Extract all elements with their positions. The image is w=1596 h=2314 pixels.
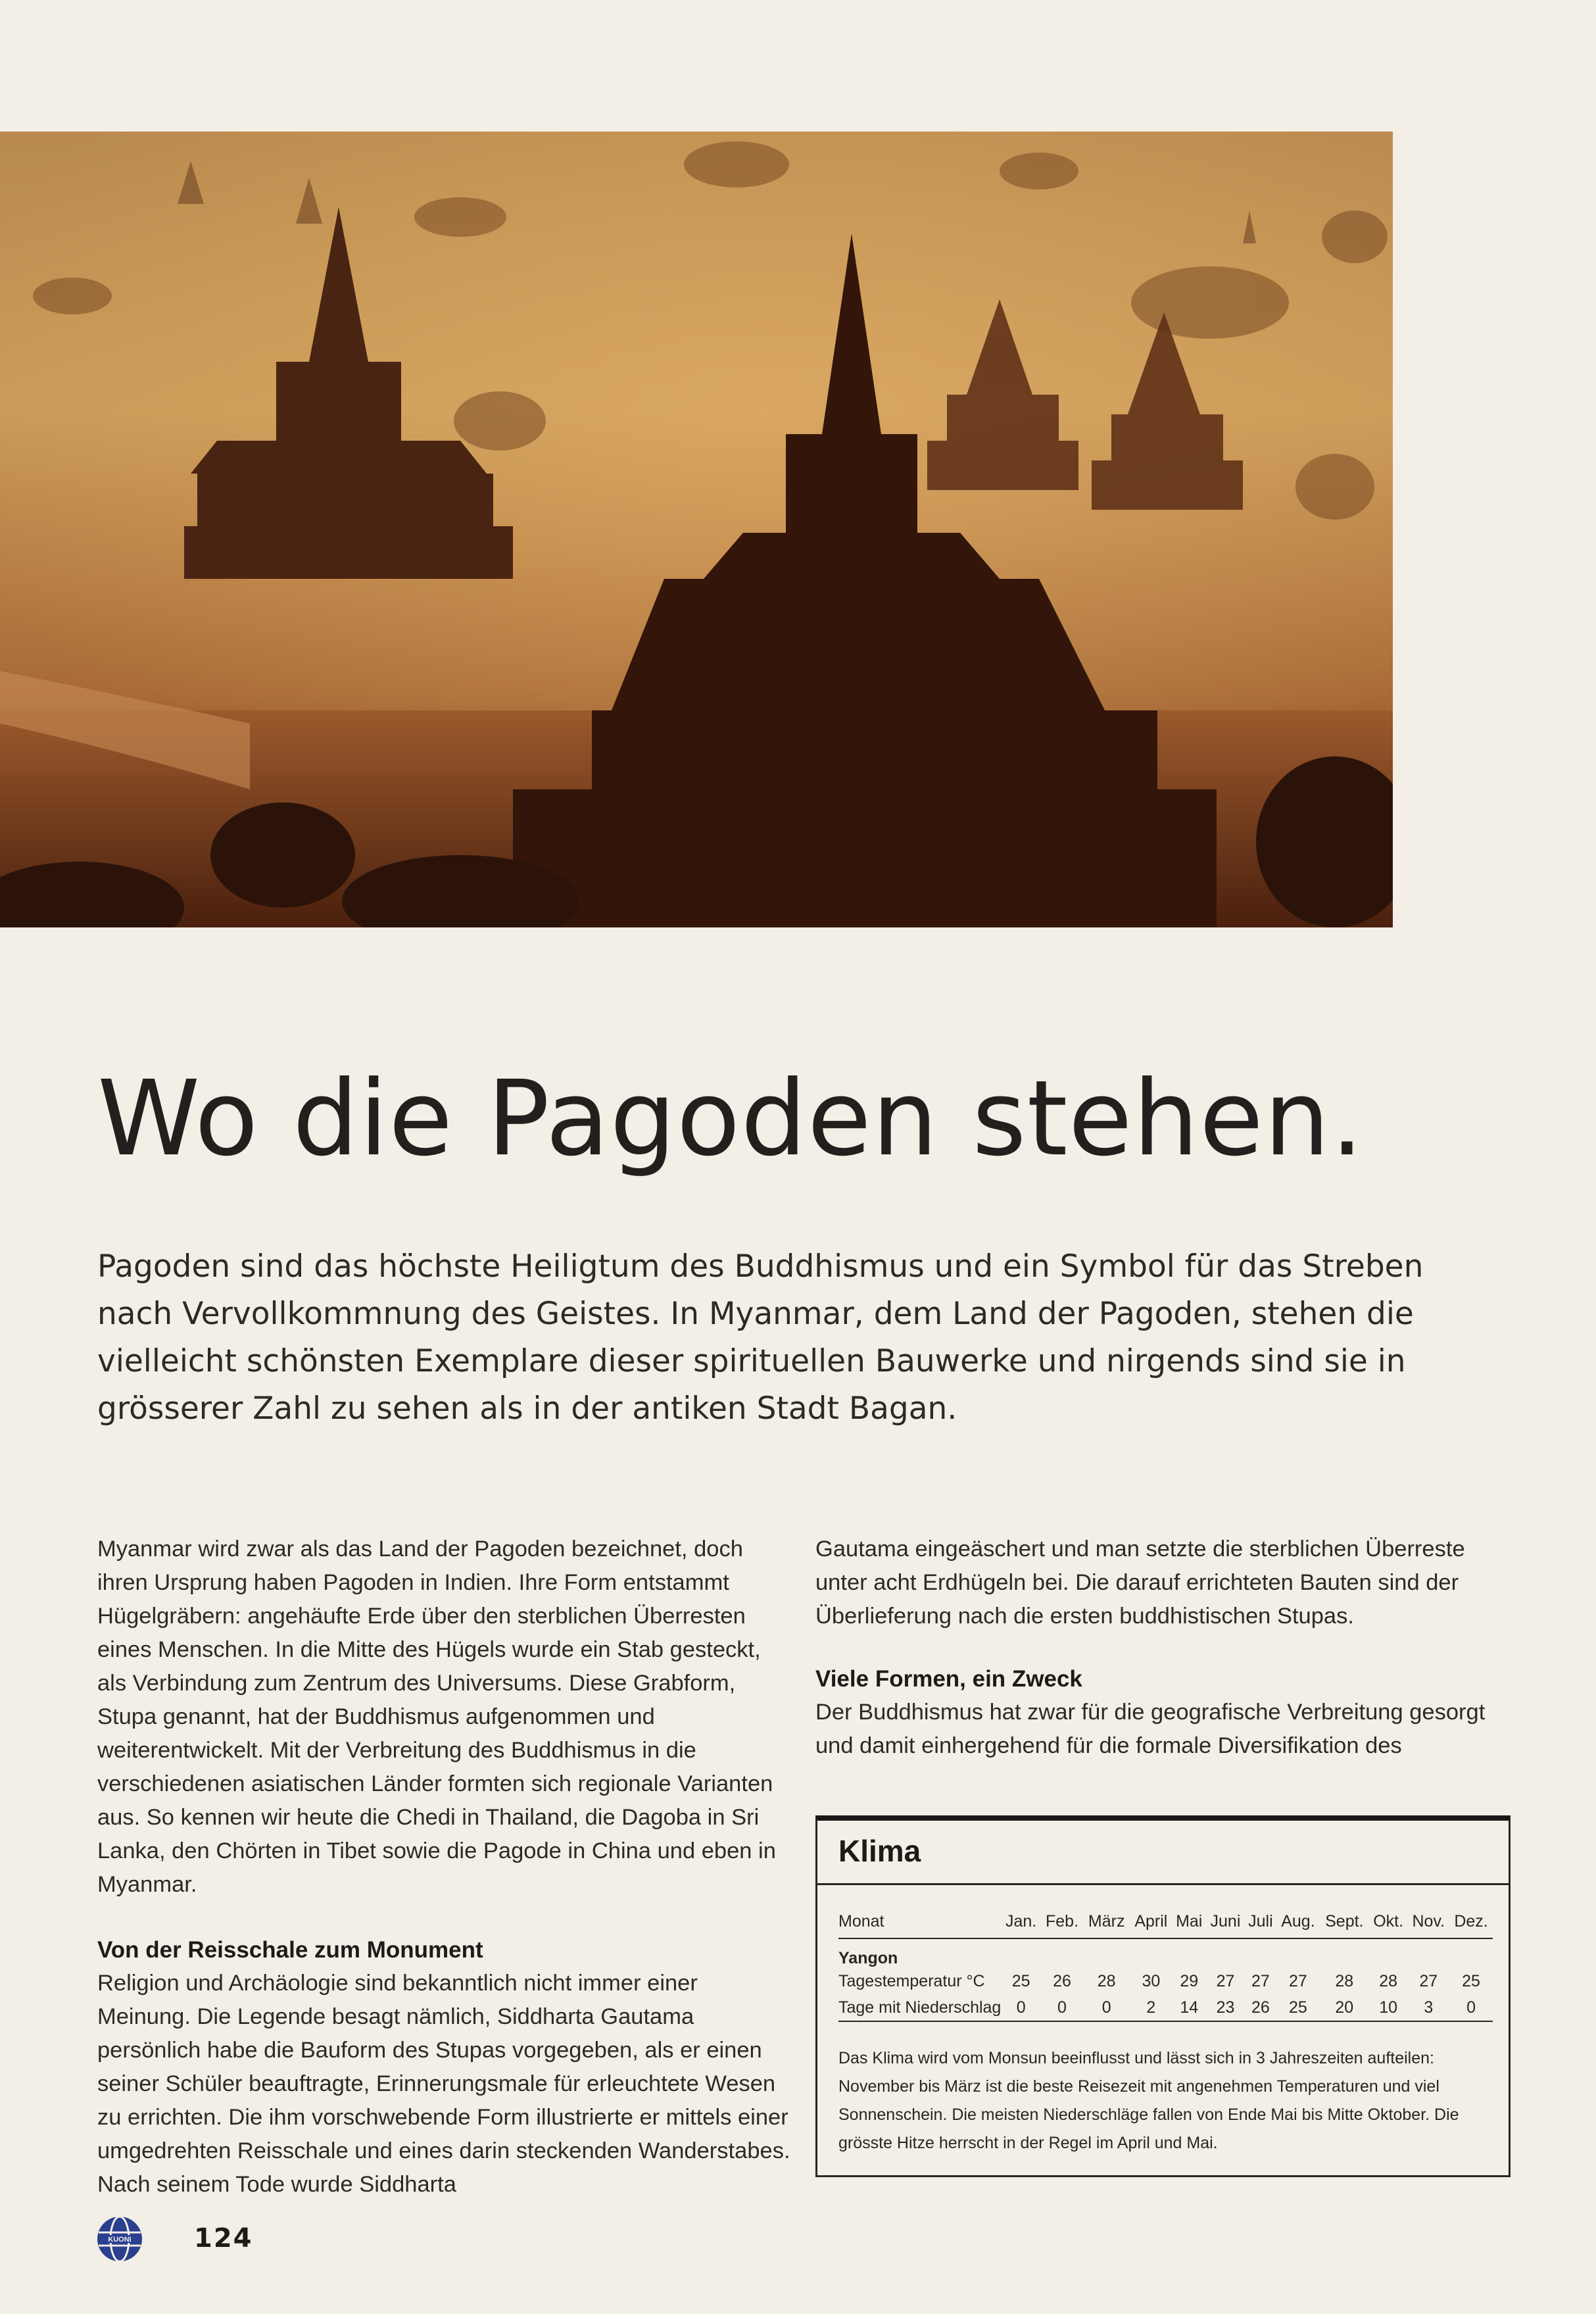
table-cell: 25 [1462,1971,1480,1990]
climate-city-row [838,1938,1493,1968]
month-cell: Feb. [1041,1905,1083,1938]
left-paragraph-2: Religion und Archäologie sind bekanntlich nicht immer einer Meinung. Die Legende besagt nämlich, Siddharta Gautama persönlich habe die Bauform des Stupas vorgegeben, als er einen seiner Schüler beauftragte, Erinnerungsmale für erleuchtete Wesen zu errichten. Die ihm vorschwebende Form illustrierte er mittels einer umgedrehten Reisschale und eines darin steckenden Wanderstabes. Nach seinem Tode wurde Siddharta [97,1971,790,2197]
month-cell: Okt. [1369,1905,1408,1938]
left-subhead: Von der Reisschale zum Monument [97,1937,483,1963]
table-cell: 10 [1369,1994,1408,2021]
article-lead: Pagoden sind das höchste Heiligtum des Buddhismus und ein Symbol für das Streben nach Vervollkommnung des Geistes. In Myanmar, dem Land der Pagoden, stehen die vielleicht schönsten Exemplare dieser spirituellen Bauwerke und nirgends sind sie in grösserer Zahl zu sehen als in der antiken Stadt Bagan. [97,1248,1424,1427]
table-cell: 28 [1379,1971,1398,1990]
table-cell: 0 [1083,1994,1130,2021]
left-paragraph-1: Myanmar wird zwar als das Land der Pagoden bezeichnet, doch ihren Ursprung haben Pagoden in Indien. Ihre Form entstammt Hügelgräbern: angehäufte Erde über den sterblichen Überresten eines Menschen. In die Mitte des Hügels wurde ein Stab gesteckt, als Verbindung zum Zentrum des Universums. Diese Grabform, Stupa genannt, hat der Buddhismus aufgenommen und weiterentwickelt. Mit der Verbreitung des Buddhismus in die verschiedenen asiatischen Länder formten sich regionale Varianten aus. So kennen wir heute die Chedi in Thailand, die Dagoba in Sri Lanka, den Chörten in Tibet sowie die Pagode in China und eben in Myanmar. [97,1537,776,1897]
month-cell: Juni [1206,1905,1245,1938]
table-cell: 2 [1130,1994,1172,2021]
table-cell: 23 [1206,1994,1245,2021]
climate-box [815,1815,1511,2177]
table-cell: 26 [1245,1994,1276,2021]
right-text-column [815,1533,1512,1763]
month-cell: Sept. [1320,1905,1369,1938]
climate-box-title: Klima [817,1821,1509,1885]
climate-city-name: Yangon [838,1949,898,1967]
climate-note: Das Klima wird vom Monsun beeinflusst und lässt sich in 3 Jahreszeiten aufteilen: November bis März ist die beste Reisezeit mit angenehmen Temperaturen und viel Sonnenschein. Die meisten Niederschläge fallen von Ende Mai bis Mitte Oktober. Die grösste Hitze herrscht in der Regel im April und Mai. [838,2049,1459,2152]
table-cell: 14 [1172,1994,1206,2021]
table-cell: 30 [1142,1971,1161,1990]
table-cell: 28 [1335,1971,1354,1990]
table-cell: 25 [1276,1994,1320,2021]
table-cell: 27 [1289,1971,1307,1990]
month-cell: Aug. [1276,1905,1320,1938]
article-title: Wo die Pagoden stehen. [97,1058,1365,1179]
climate-rain-row [838,1994,1493,2021]
month-cell: März [1083,1905,1130,1938]
climate-table-header-row [838,1905,1493,1938]
table-cell: 20 [1320,1994,1369,2021]
table-cell: 0 [1041,1994,1083,2021]
month-cell: Jan. [1001,1905,1041,1938]
page-number: 124 [194,2223,253,2253]
table-cell: 26 [1053,1971,1071,1990]
table-cell: 27 [1251,1971,1270,1990]
climate-header-label: Monat [838,1905,1001,1938]
table-cell: 0 [1449,1994,1493,2021]
right-paragraph-1: Gautama eingeäschert und man setzte die sterblichen Überreste unter acht Erdhügeln bei. Die darauf errichteten Bauten sind der Überlieferung nach die ersten buddhistischen Stupas. [815,1537,1465,1629]
month-cell: Dez. [1449,1905,1493,1938]
table-cell: 27 [1419,1971,1438,1990]
logo-text: KUONI [108,2236,132,2244]
table-cell: 25 [1011,1971,1030,1990]
kuoni-globe-logo-icon [96,2215,143,2263]
month-cell: Nov. [1408,1905,1450,1938]
left-text-column [97,1533,794,2202]
right-subhead: Viele Formen, ein Zweck [815,1666,1082,1692]
table-cell: 3 [1408,1994,1450,2021]
row-label: Tage mit Niederschlag [838,1994,1001,2021]
hero-photo-bagan-pagodas [0,132,1393,927]
table-cell: 0 [1001,1994,1041,2021]
table-cell: 27 [1216,1971,1235,1990]
pagoda-landscape-illustration [0,132,1393,927]
right-paragraph-2: Der Buddhismus hat zwar für die geografische Verbreitung gesorgt und damit einhergehend für die formale Diversifikation des [815,1700,1486,1758]
month-cell: Juli [1245,1905,1276,1938]
climate-table [838,1905,1493,2022]
climate-temperature-row [838,1968,1493,1994]
row-label: Tagestemperatur °C [838,1971,985,1990]
table-cell: 28 [1097,1971,1116,1990]
month-cell: Mai [1172,1905,1206,1938]
month-cell: April [1130,1905,1172,1938]
table-cell: 29 [1180,1971,1199,1990]
